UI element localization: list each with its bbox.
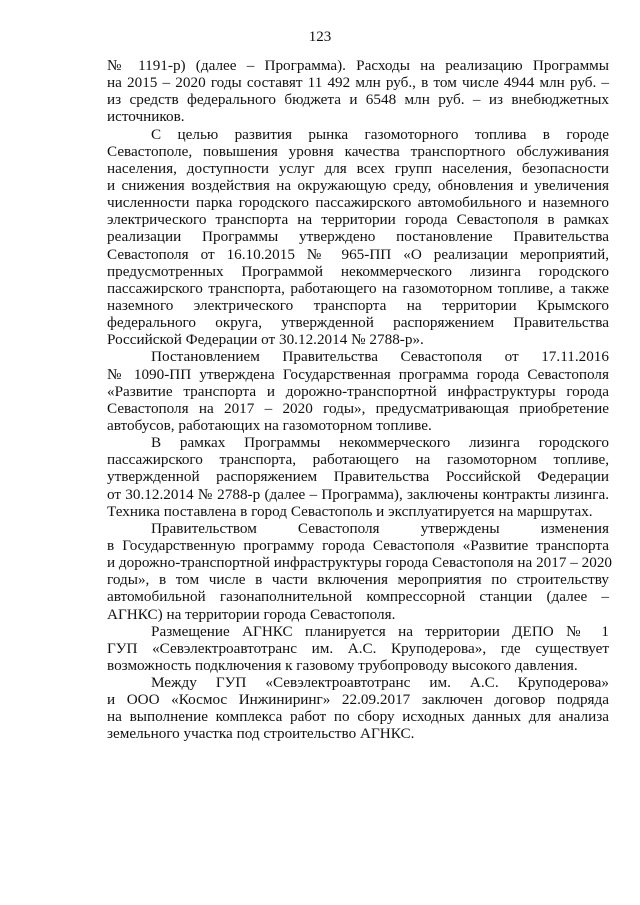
text-line: АГНКС) на территории города Севастополя. <box>107 605 396 623</box>
text-line: в Государственную программу города Севастополя «Развитие транспорта <box>107 536 609 554</box>
text-line: на выполнение комплекса работ по сбору исходных данных для анализа <box>107 708 609 726</box>
text-line: и ООО «Космос Инжиниринг» 22.09.2017 заключен договор подряда <box>107 691 609 709</box>
text-line: № 1090-ПП утверждена Государственная программа города Севастополя <box>107 365 609 383</box>
text-line: Техника поставлена в город Севастополь и эксплуатируется на маршрутах. <box>107 502 593 520</box>
text-line: автомобильной газонаполнительной компрессорной станции (далее – <box>107 588 609 606</box>
text-line: утвержденной распоряжением Правительства Российской Федерации <box>107 468 609 486</box>
text-line: численности парка городского пассажирского автомобильного и наземного <box>107 194 609 212</box>
text-line: земельного участка под строительство АГНКС. <box>107 725 415 743</box>
text-line: пассажирского транспорта, работающего на газомоторном топливе, а также <box>107 279 609 297</box>
paragraph <box>107 434 609 520</box>
text-line: населения, доступности услуг для всех групп населения, безопасности <box>107 159 609 177</box>
text-line: годы», в том числе в части включения мероприятия по строительству <box>107 571 609 589</box>
text-line: автобусов, работающих на газомоторном топливе. <box>107 416 432 434</box>
text-line: и дорожно-транспортной инфраструктуры города Севастополя на 2017 – 2020 <box>107 554 613 572</box>
paragraph <box>107 519 613 623</box>
paragraph <box>107 623 609 674</box>
paragraph <box>107 57 609 126</box>
text-line: наземного электрического транспорта на территории Крымского <box>107 296 609 314</box>
text-line: № 1191-р) (далее – Программа). Расходы на реализацию Программы <box>107 57 609 74</box>
text-line: источников. <box>107 108 185 126</box>
paragraph <box>107 126 609 349</box>
text-line: Правительством Севастополя утверждены изменения <box>151 519 609 537</box>
text-line: из средств федерального бюджета и 6548 млн руб. – из внебюджетных <box>107 91 609 109</box>
text-line: Севастополя от 16.10.2015 № 965-ПП «О реализации мероприятий, <box>107 245 609 263</box>
text-line: Российской Федерации от 30.12.2014 № 2788-р». <box>107 331 424 349</box>
text-line: Севастополя на 2017 – 2020 годы», предусматривающая приобретение <box>107 399 609 417</box>
text-line: на 2015 – 2020 годы составят 11 492 млн руб., в том числе 4944 млн руб. – <box>107 74 609 92</box>
text-line: от 30.12.2014 № 2788-р (далее – Программа), заключены контракты лизинга. <box>107 485 609 503</box>
text-line: Постановлением Правительства Севастополя от 17.11.2016 <box>151 348 609 366</box>
text-line: С целью развития рынка газомоторного топлива в городе <box>151 125 609 143</box>
text-line: пассажирского транспорта, работающего на газомоторном топливе, <box>107 451 609 469</box>
text-line: предусмотренных Программой некоммерческого лизинга городского <box>107 262 609 280</box>
text-line: возможность подключения к газовому трубопроводу высокого давления. <box>107 656 578 674</box>
text-line: реализации Программы утверждено постановление Правительства <box>107 228 609 246</box>
text-line: Между ГУП «Севэлектроавтотранс им. А.С. Круподерова» <box>151 674 609 692</box>
text-line: и снижения воздействия на окружающую среду, обновления и увеличения <box>107 176 609 194</box>
text-line: электрического транспорта на территории города Севастополя в рамках <box>107 211 609 229</box>
text-line: «Развитие транспорта и дорожно-транспортной инфраструктуры города <box>107 382 609 400</box>
text-line: федерального округа, утвержденной распоряжением Правительства <box>107 314 609 332</box>
page-number: 123 <box>308 29 332 45</box>
text-line: Размещение АГНКС планируется на территории ДЕПО № 1 <box>151 622 609 640</box>
paragraph <box>107 348 609 434</box>
paragraph <box>107 674 609 743</box>
text-line: Севастополе, повышения уровня качества транспортного обслуживания <box>107 142 609 160</box>
document-body <box>107 57 613 743</box>
text-line: В рамках Программы некоммерческого лизинга городского <box>151 434 609 452</box>
text-line: ГУП «Севэлектроавтотранс им. А.С. Круподерова», где существует <box>107 639 609 657</box>
